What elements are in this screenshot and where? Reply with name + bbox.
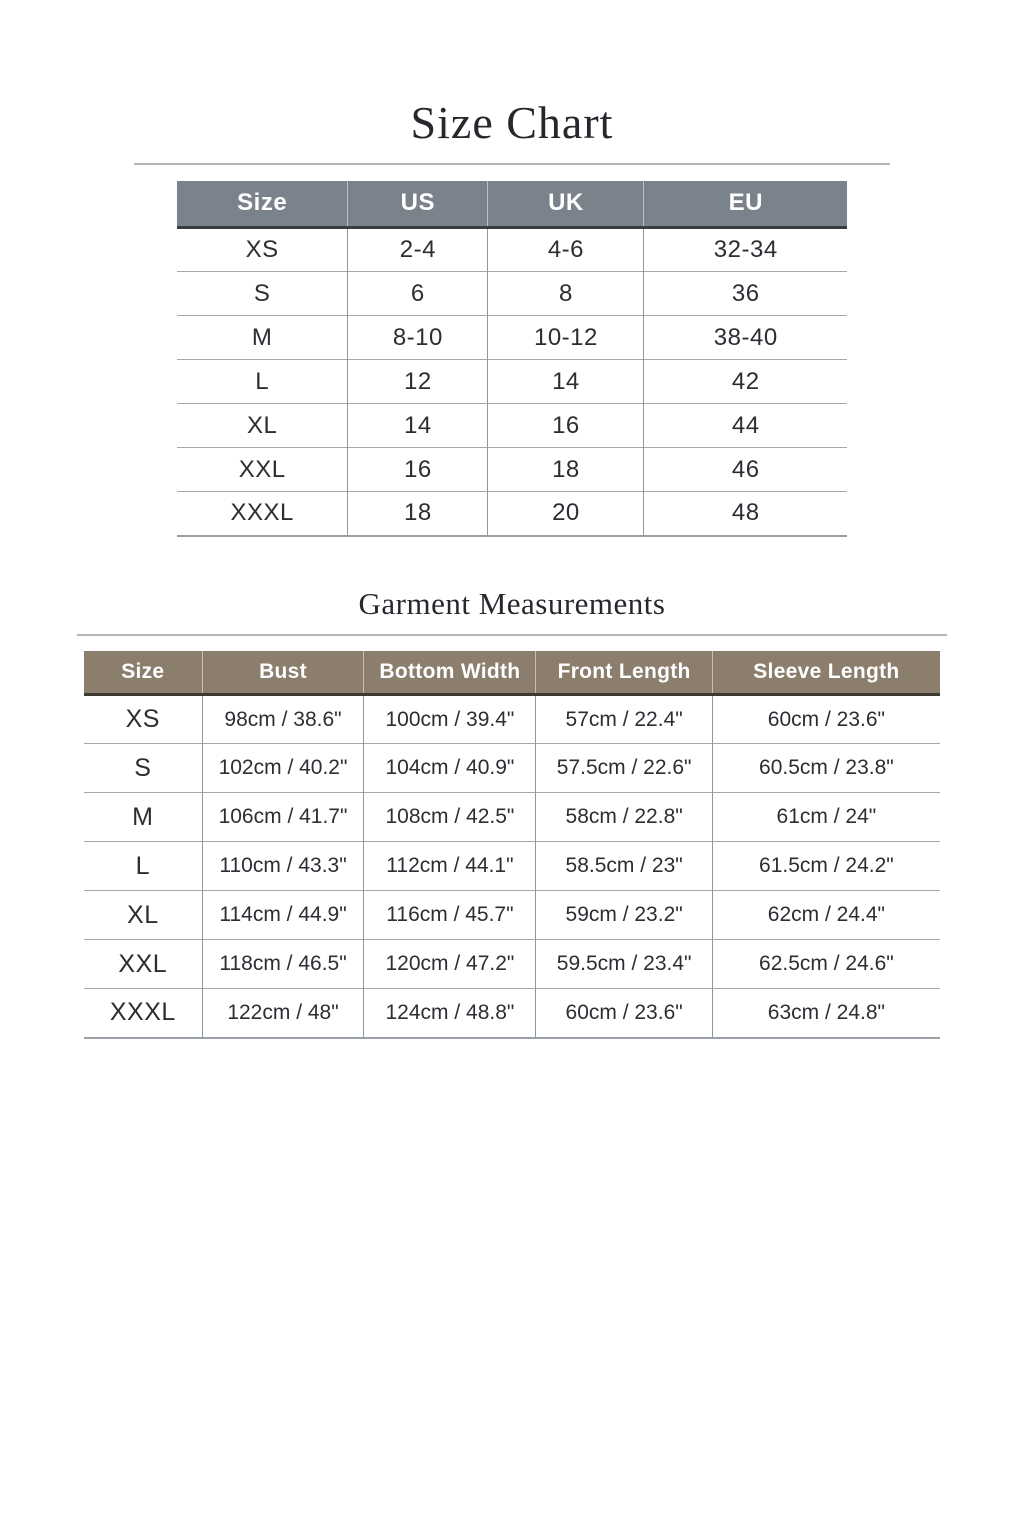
- size-cell: L: [84, 842, 202, 891]
- value-cell: 102cm / 40.2": [202, 744, 364, 793]
- table-row: [177, 360, 847, 404]
- table-row: [177, 228, 847, 272]
- value-cell: 114cm / 44.9": [202, 891, 364, 940]
- value-cell: 60cm / 23.6": [536, 989, 712, 1038]
- value-cell: 10-12: [488, 316, 644, 360]
- value-cell: 106cm / 41.7": [202, 793, 364, 842]
- size-cell: XS: [177, 228, 348, 272]
- value-cell: 4-6: [488, 228, 644, 272]
- value-cell: 124cm / 48.8": [364, 989, 536, 1038]
- size-cell: XXL: [84, 940, 202, 989]
- size-cell: XXL: [177, 448, 348, 492]
- value-cell: 61.5cm / 24.2": [712, 842, 940, 891]
- page-title: Size Chart: [410, 97, 614, 148]
- value-cell: 38-40: [644, 316, 847, 360]
- section-divider: [77, 634, 947, 636]
- value-cell: 104cm / 40.9": [364, 744, 536, 793]
- value-cell: 20: [488, 492, 644, 536]
- column-header-size: Size: [84, 651, 202, 695]
- table-row: [84, 842, 940, 891]
- size-conversion-header-row: [177, 181, 847, 228]
- size-cell: L: [177, 360, 348, 404]
- table-row: [177, 492, 847, 536]
- value-cell: 61cm / 24": [712, 793, 940, 842]
- size-cell: M: [177, 316, 348, 360]
- table-row: [177, 316, 847, 360]
- value-cell: 118cm / 46.5": [202, 940, 364, 989]
- column-header-eu: EU: [644, 181, 847, 228]
- column-header-bust: Bust: [202, 651, 364, 695]
- size-cell: XXXL: [84, 989, 202, 1038]
- size-cell: XXXL: [177, 492, 348, 536]
- value-cell: 48: [644, 492, 847, 536]
- value-cell: 116cm / 45.7": [364, 891, 536, 940]
- value-cell: 59cm / 23.2": [536, 891, 712, 940]
- value-cell: 120cm / 47.2": [364, 940, 536, 989]
- size-cell: S: [177, 272, 348, 316]
- value-cell: 8: [488, 272, 644, 316]
- value-cell: 42: [644, 360, 847, 404]
- value-cell: 57.5cm / 22.6": [536, 744, 712, 793]
- size-cell: XL: [84, 891, 202, 940]
- value-cell: 58.5cm / 23": [536, 842, 712, 891]
- section-title-garment-measurements: Garment Measurements: [358, 585, 666, 621]
- column-header-bottom-width: Bottom Width: [364, 651, 536, 695]
- value-cell: 6: [348, 272, 488, 316]
- value-cell: 60cm / 23.6": [712, 695, 940, 744]
- value-cell: 16: [348, 448, 488, 492]
- size-cell: XL: [177, 404, 348, 448]
- table-row: [177, 272, 847, 316]
- value-cell: 8-10: [348, 316, 488, 360]
- column-header-us: US: [348, 181, 488, 228]
- value-cell: 18: [488, 448, 644, 492]
- value-cell: 14: [348, 404, 488, 448]
- size-cell: XS: [84, 695, 202, 744]
- value-cell: 62.5cm / 24.6": [712, 940, 940, 989]
- size-cell: S: [84, 744, 202, 793]
- value-cell: 12: [348, 360, 488, 404]
- column-header-uk: UK: [488, 181, 644, 228]
- value-cell: 2-4: [348, 228, 488, 272]
- value-cell: 32-34: [644, 228, 847, 272]
- value-cell: 18: [348, 492, 488, 536]
- value-cell: 60.5cm / 23.8": [712, 744, 940, 793]
- title-divider: [134, 163, 890, 165]
- value-cell: 110cm / 43.3": [202, 842, 364, 891]
- size-conversion-table: [177, 181, 847, 537]
- value-cell: 16: [488, 404, 644, 448]
- value-cell: 59.5cm / 23.4": [536, 940, 712, 989]
- value-cell: 122cm / 48": [202, 989, 364, 1038]
- column-header-size: Size: [177, 181, 348, 228]
- value-cell: 58cm / 22.8": [536, 793, 712, 842]
- value-cell: 44: [644, 404, 847, 448]
- value-cell: 100cm / 39.4": [364, 695, 536, 744]
- column-header-front-length: Front Length: [536, 651, 712, 695]
- garment-measurements-header-row: [84, 651, 940, 695]
- value-cell: 108cm / 42.5": [364, 793, 536, 842]
- value-cell: 63cm / 24.8": [712, 989, 940, 1038]
- table-row: [84, 695, 940, 744]
- table-row: [84, 744, 940, 793]
- size-cell: M: [84, 793, 202, 842]
- table-row: [84, 793, 940, 842]
- table-row: [177, 448, 847, 492]
- value-cell: 46: [644, 448, 847, 492]
- value-cell: 36: [644, 272, 847, 316]
- column-header-sleeve-length: Sleeve Length: [712, 651, 940, 695]
- value-cell: 62cm / 24.4": [712, 891, 940, 940]
- table-row: [84, 891, 940, 940]
- table-row: [177, 404, 847, 448]
- value-cell: 98cm / 38.6": [202, 695, 364, 744]
- garment-measurements-table: [84, 651, 940, 1039]
- value-cell: 112cm / 44.1": [364, 842, 536, 891]
- table-row: [84, 989, 940, 1038]
- table-row: [84, 940, 940, 989]
- value-cell: 57cm / 22.4": [536, 695, 712, 744]
- value-cell: 14: [488, 360, 644, 404]
